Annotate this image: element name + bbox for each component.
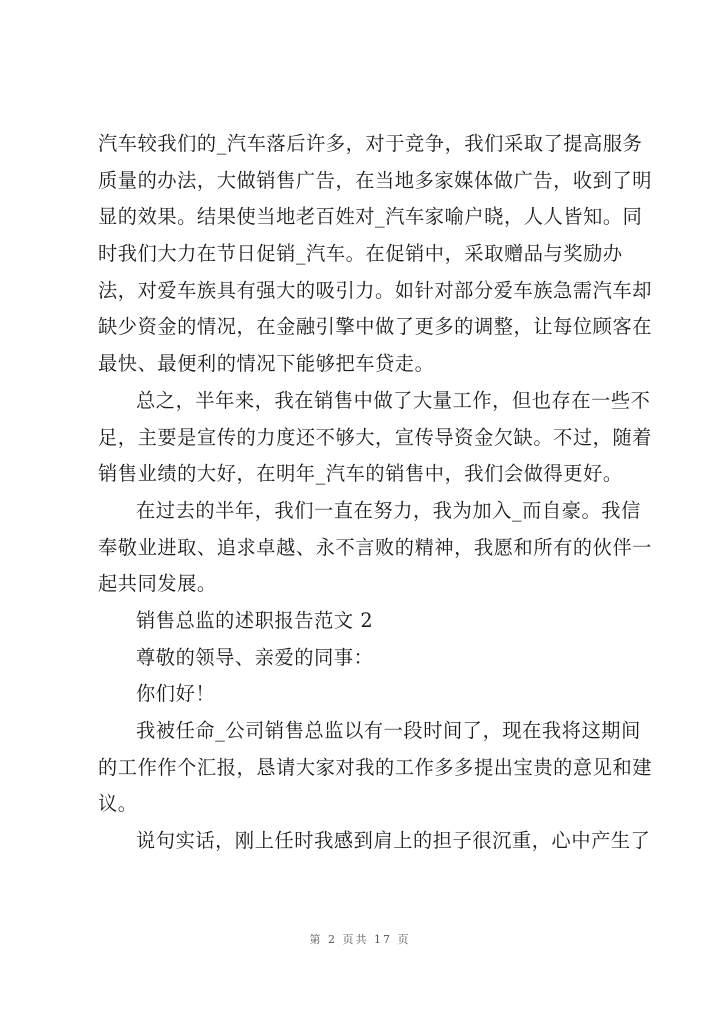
text-line: 缺少资金的情况，在金融引擎中做了更多的调整，让每位顾客在 — [98, 315, 653, 339]
document-body — [98, 126, 653, 860]
text-line: 汽车较我们的_汽车落后许多，对于竞争，我们采取了提高服务 — [98, 132, 643, 155]
text-line: 足，主要是宣传的力度还不够大，宣传导资金欠缺。不过，随着 — [98, 425, 653, 449]
text-line: 销售业绩的大好，在明年_汽车的销售中，我们会做得更好。 — [98, 462, 623, 486]
text-line: 我被任命_公司销售总监以有一段时间了，现在我将这期间 — [136, 719, 641, 742]
text-line: 说句实话，刚上任时我感到肩上的担子很沉重，心中产生了 — [136, 829, 651, 853]
text-line: 总之，半年来，我在销售中做了大量工作，但也存在一些不 — [136, 388, 651, 412]
text-line: 时我们大力在节日促销_汽车。在促销中，采取赠品与奖励办 — [98, 242, 623, 266]
text-line: 销售总监的述职报告范文 2 — [136, 608, 374, 632]
text-line: 法，对爱车族具有强大的吸引力。如针对部分爱车族急需汽车却 — [98, 278, 653, 302]
text-line: 最快、最便利的情况下能够把车贷走。 — [98, 352, 435, 376]
text-line: 的工作作个汇报，恳请大家对我的工作多多提出宝贵的意见和建 — [98, 755, 653, 779]
text-line: 显的效果。结果使当地老百姓对_汽车家喻户晓，人人皆知。同 — [98, 205, 643, 229]
text-line: 议。 — [98, 792, 138, 816]
page-number-footer: 第 2 页共 17 页 — [309, 933, 411, 946]
text-line: 起共同发展。 — [98, 572, 217, 596]
text-line: 尊敬的领导、亲爱的同事： — [136, 645, 374, 669]
text-line: 质量的办法，大做销售广告，在当地多家媒体做广告，收到了明 — [98, 168, 653, 192]
text-line: 你们好！ — [136, 682, 216, 706]
text-line: 在过去的半年，我们一直在努力，我为加入_而自豪。我信 — [136, 498, 641, 522]
text-line: 奉敬业进取、追求卓越、永不言败的精神，我愿和所有的伙伴一 — [98, 535, 653, 559]
